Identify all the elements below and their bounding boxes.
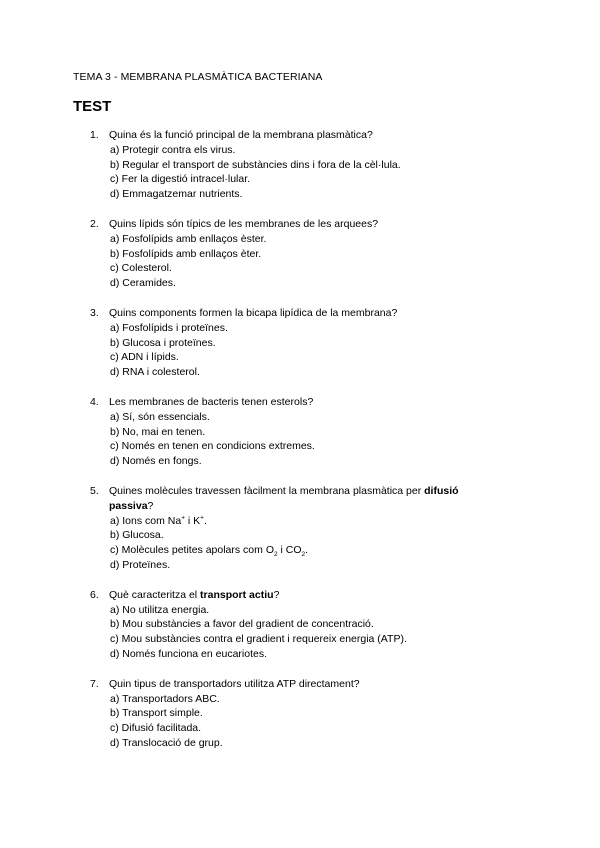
option-list	[0, 143, 600, 202]
question-number: 6.	[90, 588, 99, 601]
option-a: a) Fosfolípids i proteïnes.	[110, 321, 228, 334]
question-3	[0, 306, 600, 380]
question-list	[0, 128, 600, 766]
option-a: a) No utilitza energia.	[110, 603, 210, 616]
question-number: 1.	[90, 129, 99, 141]
question-5	[0, 484, 600, 573]
option-b: b) Glucosa i proteïnes.	[110, 336, 216, 349]
option-list	[0, 321, 600, 380]
question-number: 5.	[90, 484, 99, 497]
bold-term: transport actiu	[200, 588, 274, 601]
option-list	[0, 514, 600, 573]
question-1	[0, 128, 600, 202]
option-list	[0, 232, 600, 291]
option-d: d) Emmagatzemar nutrients.	[110, 188, 243, 201]
question-text: Quin tipus de transportadors utilitza ATP directament?	[109, 677, 360, 690]
option-d: d) Només en fongs.	[110, 455, 202, 468]
option-a: a) Ions com Na+ i K+.	[110, 514, 207, 527]
option-b: b) Regular el transport de substàncies dins i fora de la cèl·lula.	[110, 158, 401, 171]
question-number: 4.	[90, 395, 99, 408]
question-text: Quines molècules travessen fàcilment la membrana plasmàtica per difusió passiva?	[109, 484, 459, 512]
question-text: Quins lípids són típics de les membranes de les arquees?	[109, 217, 379, 230]
question-text: Quins components formen la bicapa lipídica de la membrana?	[109, 306, 398, 319]
question-2	[0, 217, 600, 291]
page-title: TEST	[73, 98, 112, 115]
option-d: d) Ceramides.	[110, 277, 176, 290]
option-list	[0, 603, 600, 662]
option-c: c) Mou substàncies contra el gradient i requereix energia (ATP).	[110, 633, 407, 646]
option-list	[0, 410, 600, 469]
bold-term: difusió passiva	[109, 484, 459, 512]
option-c: c) Molècules petites apolars com $O_2$ i $CO_2$.	[110, 544, 309, 559]
question-6	[0, 588, 600, 662]
question-text: Les membranes de bacteris tenen esterols?	[109, 395, 314, 408]
question-number: 2.	[90, 217, 99, 230]
option-list	[0, 692, 600, 751]
option-c: c) Fer la digestió intracel·lular.	[110, 173, 251, 186]
option-b: b) Transport simple.	[110, 707, 203, 720]
option-b: b) Fosfolípids amb enllaços èter.	[110, 247, 262, 260]
option-c: c) Difusió facilitada.	[110, 722, 202, 735]
question-4	[0, 395, 600, 469]
option-b: b) Glucosa.	[110, 529, 164, 542]
option-a: a) Transportadors ABC.	[110, 692, 220, 705]
option-a: a) Sí, són essencials.	[110, 410, 210, 423]
question-number: 3.	[90, 306, 99, 319]
option-d: d) Proteïnes.	[110, 558, 171, 571]
option-d: d) Només funciona en eucariotes.	[110, 647, 268, 660]
option-b: b) No, mai en tenen.	[110, 425, 206, 438]
question-7	[0, 677, 600, 751]
option-a: a) Protegir contra els virus.	[110, 143, 236, 156]
option-c: c) Només en tenen en condicions extremes.	[110, 440, 315, 453]
option-b: b) Mou substàncies a favor del gradient de concentració.	[110, 618, 374, 631]
document-header: TEMA 3 - MEMBRANA PLASMÀTICA BACTERIANA	[73, 71, 323, 83]
option-d: d) Translocació de grup.	[110, 736, 223, 749]
option-c: c) ADN i lípids.	[110, 351, 179, 364]
option-c: c) Colesterol.	[110, 262, 172, 275]
option-a: a) Fosfolípids amb enllaços èster.	[110, 232, 267, 245]
question-text: Quina és la funció principal de la membrana plasmàtica?	[109, 129, 373, 141]
option-d: d) RNA i colesterol.	[110, 366, 200, 379]
question-text: Què caracteritza el transport actiu?	[109, 588, 280, 601]
question-number: 7.	[90, 677, 99, 690]
